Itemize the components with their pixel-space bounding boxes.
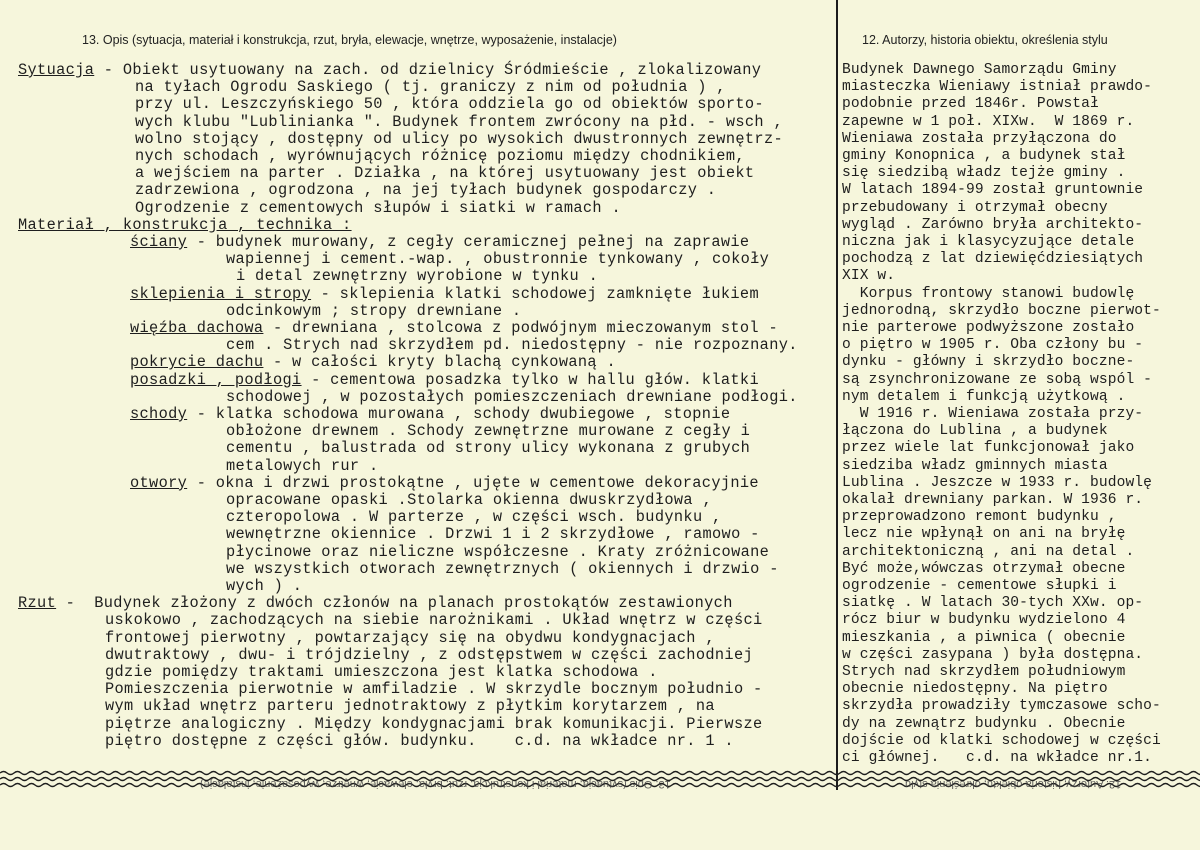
right-text-line: się siedzibą władz tejże gminy . bbox=[842, 165, 1126, 182]
left-text-line bbox=[226, 303, 521, 320]
right-text-line: ci głównej. c.d. na wkładce nr.1. bbox=[842, 750, 1153, 766]
right-text-line: dynku - główny i skrzydło boczne- bbox=[842, 354, 1135, 371]
right-text-line: o piętro w 1905 r. Oba człony bu - bbox=[842, 337, 1144, 354]
line-text: we wszystkich otworach zewnętrznych ( okiennych i drzwio - bbox=[226, 559, 779, 578]
right-text-line: nie parterowe podwyższone zostało bbox=[842, 320, 1135, 336]
section-13-header: 13. Opis (sytuacja, materiał i konstrukcja, rzut, bryła, elewacje, wnętrze, wyposażenie, instalacje) bbox=[82, 33, 617, 47]
line-text: - klatka schodowa murowana , schody dwubiegowe , stopnie bbox=[187, 405, 731, 423]
right-text-line: łączona do Lublina , a budynek bbox=[842, 423, 1108, 440]
left-text-line bbox=[226, 440, 750, 457]
line-text: opracowane opaski .Stolarka okienna dwuskrzydłowa , bbox=[226, 491, 713, 509]
left-text-line bbox=[135, 182, 716, 199]
left-text-line bbox=[226, 423, 750, 440]
left-text-line bbox=[105, 612, 763, 629]
line-text: wolno stojący , dostępny od ulicy po wysokich dwustronnych zewnętrz- bbox=[135, 129, 784, 148]
section-label: pokrycie dachu bbox=[130, 353, 264, 372]
right-text-line: gminy Konopnica , a budynek stał bbox=[842, 148, 1126, 164]
left-text-line bbox=[130, 475, 759, 492]
right-text-line: pochodzą z lat dziewięćdziesiątych bbox=[842, 251, 1144, 268]
line-text: płycinowe oraz nieliczne współczesne . Kraty zróżnicowane bbox=[226, 542, 770, 561]
right-text-line: obecnie niedostępny. Na piętro bbox=[842, 681, 1108, 698]
line-text: frontowej pierwotny , powtarzający się na obydwu kondygnacjach , bbox=[105, 628, 715, 647]
right-text-line: Korpus frontowy stanowi budowlę bbox=[842, 285, 1135, 302]
right-text-line: XIX w. bbox=[842, 268, 896, 285]
right-text-line: przebudowany i otrzymał obecny bbox=[842, 199, 1108, 216]
left-text-line bbox=[135, 148, 745, 165]
left-text-line bbox=[226, 544, 769, 561]
line-text: wych klubu "Lublinianka ". Budynek frontem zwrócony na płd. - wsch , bbox=[135, 112, 784, 131]
left-text-line bbox=[18, 62, 761, 79]
right-text-line: lecz nie wpłynął on ani na bryłę bbox=[842, 526, 1126, 543]
line-text: cementu , balustrada od strony ulicy wykonana z grubych bbox=[226, 439, 751, 458]
left-text-line bbox=[105, 733, 734, 750]
left-text-line bbox=[105, 681, 763, 698]
line-text: metalowych rur . bbox=[226, 456, 379, 475]
left-text-line bbox=[226, 578, 302, 595]
left-text-line bbox=[105, 647, 753, 664]
section-label: sklepienia i stropy bbox=[130, 284, 312, 303]
line-text: Pomieszczenia pierwotnie w amfiladzie . W skrzydle bocznym południo - bbox=[105, 680, 763, 699]
section-label: schody bbox=[130, 405, 188, 423]
line-text: - drewniana , stolcowa z podwójnym mieczowanym stol - bbox=[263, 319, 779, 337]
section-label: posadzki , podłogi bbox=[130, 370, 302, 389]
line-text: uskokowo , zachodzących na siebie narożnikami . Układ wnętrz w części bbox=[105, 611, 763, 630]
right-text-line: dy na zewnątrz budynku . Obecnie bbox=[842, 715, 1126, 732]
left-text-line bbox=[135, 165, 754, 182]
left-text-line bbox=[18, 595, 733, 612]
right-text-line: nym detalem i funkcją użytkową . bbox=[842, 388, 1126, 405]
right-text-line: Lublina . Jeszcze w 1933 r. budowlę bbox=[842, 474, 1153, 491]
left-text-line bbox=[236, 268, 598, 285]
right-text-line: ogrodzenie - cementowe słupki i bbox=[842, 578, 1117, 594]
right-text-line: okalał drewniany parkan. W 1936 r. bbox=[842, 492, 1144, 508]
line-text: wapiennej i cement.-wap. , obustronnie tynkowany , cokoły bbox=[226, 250, 770, 269]
right-text-line: siedziba władz gminnych miasta bbox=[842, 457, 1108, 474]
section-label: Sytuacja bbox=[18, 61, 95, 79]
line-text: - Obiekt usytuowany na zach. od dzielnicy Śródmieście , zlokalizowany bbox=[94, 61, 762, 79]
right-text-line: miasteczka Wieniawy istniał prawdo- bbox=[842, 79, 1153, 96]
right-text-line: wygląd . Zarówno bryła architekto- bbox=[842, 216, 1144, 233]
left-text-line bbox=[105, 698, 715, 715]
line-text: wym układ wnętrz parteru jednotraktowy z płytkim korytarzem , na bbox=[105, 697, 715, 716]
line-text: - w całości kryty blachą cynkowaną . bbox=[263, 353, 617, 372]
left-text-line bbox=[226, 509, 722, 526]
section-label: Rzut bbox=[18, 594, 57, 613]
line-text: - budynek murowany, z cegły ceramicznej pełnej na zaprawie bbox=[187, 233, 750, 251]
line-text: dwutraktowy , dwu- i trójdzielny , z odstępstwem w części zachodniej bbox=[105, 645, 754, 664]
right-text-line: architektoniczną , ani na detal . bbox=[842, 543, 1135, 560]
line-text: a wejściem na parter . Działka , na której usytuowany jest obiekt bbox=[135, 164, 755, 183]
line-text: piętrze analogiczny . Między kondygnacjami brak komunikacji. Pierwsze bbox=[105, 714, 763, 733]
left-text-line bbox=[105, 716, 763, 733]
section-label: więźba dachowa bbox=[130, 319, 264, 337]
line-text: odcinkowym ; stropy drewniane . bbox=[226, 301, 522, 320]
left-text-line bbox=[130, 354, 616, 371]
line-text: cem . Strych nad skrzydłem pd. niedostępny - nie rozpoznany. bbox=[226, 336, 798, 355]
line-text: - cementowa posadzka tylko w hallu głów. klatki bbox=[301, 370, 759, 389]
right-text-line: dojście od klatki schodowej w części bbox=[842, 732, 1161, 749]
left-text-line bbox=[130, 320, 778, 337]
left-text-line bbox=[130, 234, 749, 251]
column-divider bbox=[836, 0, 838, 790]
right-text-line: w części zasypana ) była dostępna. bbox=[842, 646, 1144, 663]
line-text: - sklepienia klatki schodowej zamknięte łukiem bbox=[311, 284, 759, 303]
right-text-line: Wieniawa została przyłączona do bbox=[842, 130, 1117, 147]
right-text-line: niczna jak i klasycyzujące detale bbox=[842, 234, 1135, 250]
line-text: gdzie pomiędzy traktami umieszczona jest klatka schodowa . bbox=[105, 663, 658, 681]
line-text: schodowej , w pozostałych pomieszczeniach drewniane podłogi. bbox=[226, 387, 798, 406]
mirrored-header-right: 12. Autorzy, historia obiektu, określenia stylu bbox=[905, 778, 1122, 790]
section-label: otwory bbox=[130, 473, 188, 492]
line-text: Ogrodzenie z cementowych słupów i siatki w ramach . bbox=[135, 198, 622, 217]
left-text-line bbox=[135, 131, 783, 148]
left-text-line bbox=[135, 79, 726, 96]
left-text-line bbox=[226, 251, 769, 268]
right-text-line: przez wiele lat funkcjonował jako bbox=[842, 440, 1135, 457]
left-text-line bbox=[135, 200, 621, 217]
line-text: nych schodach , wyrównujących różnicę poziomu między chodnikiem, bbox=[135, 147, 745, 165]
section-12-header: 12. Autorzy, historia obiektu, określenia stylu bbox=[862, 33, 1108, 47]
line-text: i detal zewnętrzny wyrobione w tynku . bbox=[236, 267, 599, 286]
line-text: na tyłach Ogrodu Saskiego ( tj. graniczy z nim od południa ) , bbox=[135, 78, 726, 97]
line-text: przy ul. Leszczyńskiego 50 , która oddziela go od obiektów sporto- bbox=[135, 95, 764, 114]
line-text: obłożone drewnem . Schody zewnętrzne murowane z cegły i bbox=[226, 422, 751, 441]
right-text-line: jednorodną, skrzydło boczne pierwot- bbox=[842, 302, 1161, 319]
right-text-line: zapewne w 1 poł. XIXw. W 1869 r. bbox=[842, 113, 1135, 130]
right-text-line: W latach 1894-99 został gruntownie bbox=[842, 182, 1144, 199]
left-text-line bbox=[130, 406, 730, 423]
left-text-line bbox=[135, 96, 764, 113]
mirrored-header-left: 13. Opis (sytuacja, materiał i konstrukcja, rzut, bryła, elewacje, wnętrze, wyposażenie, instalacje) bbox=[200, 778, 671, 790]
right-text-line: podobnie przed 1846r. Powstał bbox=[842, 96, 1099, 113]
right-text-line: Budynek Dawnego Samorządu Gminy bbox=[842, 62, 1117, 78]
left-text-line bbox=[226, 492, 712, 509]
section-label: ściany bbox=[130, 233, 188, 251]
line-text: - Budynek złożony z dwóch członów na planach prostokątów zestawionych bbox=[56, 594, 733, 613]
left-text-line bbox=[226, 389, 798, 406]
line-text: zadrzewiona , ogrodzona , na jej tyłach budynek gospodarczy . bbox=[135, 181, 717, 200]
right-text-line: siatkę . W latach 30-tych XXw. op- bbox=[842, 595, 1144, 612]
line-text: wewnętrzne okiennice . Drzwi 1 i 2 skrzydłowe , ramowo - bbox=[226, 525, 760, 544]
right-text-line: W 1916 r. Wieniawa została przy- bbox=[842, 406, 1144, 422]
left-text-line bbox=[105, 630, 715, 647]
left-text-line bbox=[135, 114, 783, 131]
left-text-line bbox=[226, 458, 378, 475]
right-text-line: mieszkania , a piwnica ( obecnie bbox=[842, 629, 1126, 646]
left-text-line bbox=[18, 217, 352, 234]
line-text: piętro dostępne z części głów. budynku. c.d. na wkładce nr. 1 . bbox=[105, 731, 734, 750]
right-text-line: przeprowadzono remont budynku , bbox=[842, 509, 1117, 526]
right-text-line: są zsynchronizowane ze sobą wspól - bbox=[842, 371, 1153, 388]
left-text-line bbox=[226, 561, 779, 578]
right-text-line: Być może,wówczas otrzymał obecne bbox=[842, 560, 1126, 577]
left-text-line bbox=[226, 337, 798, 354]
right-text-line: skrzydła prowadziły tymczasowe scho- bbox=[842, 698, 1161, 715]
left-text-line bbox=[105, 664, 658, 681]
section-label: Materiał , konstrukcja , technika : bbox=[18, 215, 352, 234]
line-text: - okna i drzwi prostokątne , ujęte w cementowe dekoracyjnie bbox=[187, 473, 759, 492]
left-text-line bbox=[130, 286, 759, 303]
line-text: czteropolowa . W parterze , w części wsch. budynku , bbox=[226, 508, 722, 527]
right-text-line: rócz biur w budynku wydzielono 4 bbox=[842, 612, 1126, 629]
left-text-line bbox=[226, 526, 760, 543]
left-text-line bbox=[130, 372, 759, 389]
right-text-line: Strych nad skrzydłem południowym bbox=[842, 664, 1126, 680]
line-text: wych ) . bbox=[226, 577, 303, 595]
